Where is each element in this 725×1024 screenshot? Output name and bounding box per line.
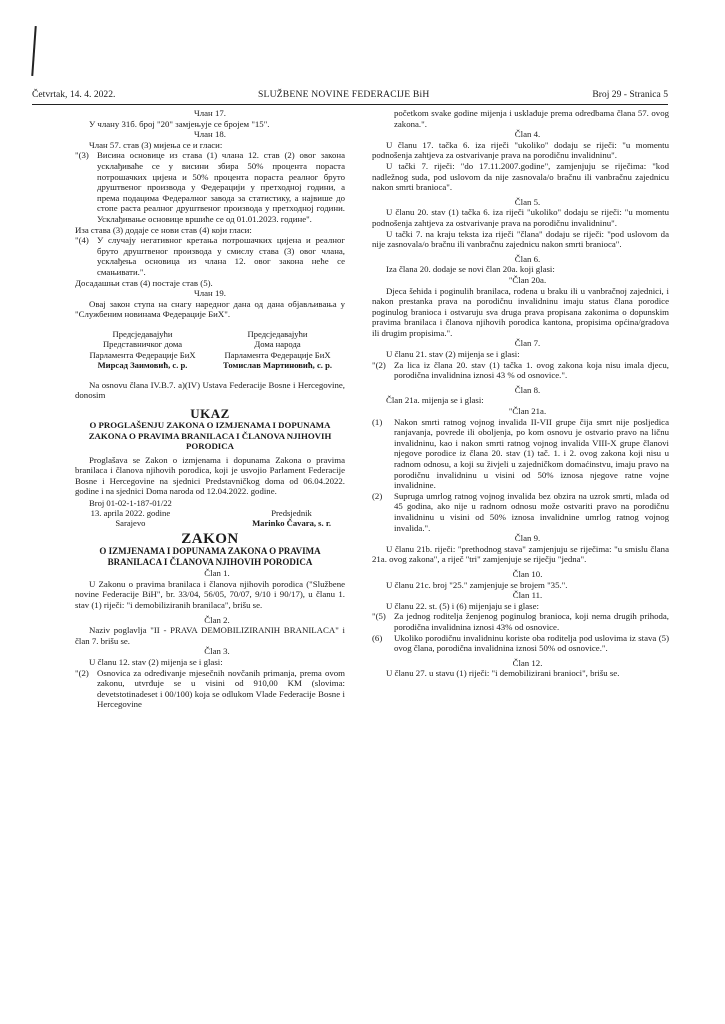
- new-article-title: "Član 20a.: [508, 274, 547, 285]
- item-text: Висина основице из става (1) члана 12. став (2) овог закона усклађиваће се у висини збира 50% процента пораста потрошачких цијена и 50% процента пораста реалног бруто друштвеног производа у Федерацији у претходној години, а према подацима Федералног завода за статистику, а највише до стопе раста реалног друштвеног производа у претходној години. Усклађивање основице вршиће се од 01.01.2023. године".: [97, 150, 345, 224]
- article-text: U članu 22. st. (5) i (6) mijenjaju se i glase:: [386, 600, 539, 611]
- president-name: Marinko Čavara, s. r.: [252, 518, 331, 529]
- paragraph-item: [75, 150, 345, 224]
- article-title: Члан 18.: [194, 129, 226, 140]
- item-number: "(2): [75, 667, 89, 678]
- article-title: Član 7.: [514, 338, 541, 349]
- article-title: Члан 17.: [194, 108, 226, 118]
- signature-role: Дома народа: [254, 339, 301, 350]
- item-number: "(2): [372, 359, 386, 370]
- item-text: Ukoliko porodičnu invalidninu koriste oba roditelja pod uslovima iz stava (5) ovog člana, porodična invalidnina iznosi 50% od osnovice.".: [394, 632, 669, 654]
- item-text: Osnovica za određivanje mjesečnih novčanih primanja, prema ovom zakonu, utvrđuje se u visini od 910,00 KM (slovima: devetstotinadeset i 00/100) koja se odlukom Vlade Federacije Bosne i Hercegovine: [97, 667, 345, 710]
- article-text: Иза става (3) додаје се нови став (4) који гласи:: [75, 224, 252, 235]
- article-text: U članu 12. stav (2) mijenja se i glasi:: [89, 657, 223, 668]
- header-date: Četvrtak, 14. 4. 2022.: [32, 89, 116, 100]
- paragraph-item: [75, 235, 345, 277]
- item-text: Za lica iz člana 20. stav (1) tačka 1. ovog zakona koja nisu imala djecu, porodična invalidnina iznosi 43 % od osnovice.".: [394, 359, 669, 381]
- article-title: Član 4.: [514, 129, 541, 140]
- item-number: "(5): [372, 611, 386, 622]
- signature-left: [75, 329, 210, 371]
- article-text: U članu 17. tačka 6. iza riječi "ukoliko" dodaju se riječi: "u momentu podnošenja zahtjeva za ostvarivanje prava na porodičnu invalidninu".: [372, 139, 669, 161]
- reference-date: 13. aprila 2022. godine: [90, 508, 171, 519]
- article-title: Član 12.: [512, 657, 543, 668]
- article-title: Član 9.: [514, 533, 541, 544]
- paragraph-item: [372, 360, 669, 381]
- item-text: Nakon smrti ratnog vojnog invalida II-VII grupe čija smrt nije posljedica ranjavanja, povrede ili oboljenja, po kom osnovu je ostvario pravo na ličnu invalidninu, kao i nakon smrti ratnog vojnog invalida VIII-X grupe članovi njegove porodice iz člana 20. stav (1) tač. 1. i 2. ovog zakona koji nisu u radnom odnosu, a koji su živjeli u zajedničkom domaćinstvu, imaju pravo na porodičnu invalidninu u visini od 50% iznosa njegove ratne vojne invalidnine.: [394, 416, 669, 491]
- article-text: Djeca šehida i poginulih branilaca, rođena u braku ili u vanbračnoj zajednici, i nakon prestanka prava na porodičnu invalidninu imaju status člana porodice poginulog branioca i ostvaruju sva druga prava propisana zakonima o dopunskim pravima branilaca i članova njihovih porodica kantona, propisima općina/gradova ili drugim propisima.".: [372, 285, 669, 338]
- article-text: U članu 21c. broj "25." zamjenjuje se brojem "35.".: [386, 579, 568, 590]
- decree-reference: [75, 498, 345, 529]
- right-column: [372, 108, 669, 679]
- president-title: Predsjednik: [271, 507, 312, 518]
- law-subtitle: O IZMJENAMA I DOPUNAMA ZAKONA O PRAVIMA BRANILACA I ČLANOVA NJIHOVIH PORODICA: [99, 546, 321, 567]
- item-number: "(3): [75, 150, 89, 161]
- article-title: Član 1.: [204, 568, 230, 579]
- item-text: Supruga umrlog ratnog vojnog invalida bez obzira na uzrok smrti, mlađa od 45 godina, ako nije u radnom odnosu može ostvariti pravo na porodičnu invalidninu u visini od 50% iznosa invalidnine umrlog ratnog vojnog invalida.".: [394, 490, 669, 533]
- signature-role: Предсједавајући: [112, 328, 173, 339]
- page-header: [32, 89, 668, 103]
- article-title: Član 3.: [204, 646, 230, 657]
- item-text: Za jednog roditelja ženjenog poginulog branioca, koji nema drugih prihoda, porodična invalidnina iznosi 43% od osnovice.: [394, 611, 669, 632]
- article-text: U Zakonu o pravima branilaca i članova njihovih porodica ("Službene novine Federacije BiH", br. 33/04, 56/05, 70/07, 9/10 i 90/17), u članu 1. stav (1) riječi: "i demobiliziranih branilaca", brišu se.: [75, 578, 345, 611]
- item-number: (1): [372, 416, 383, 427]
- article-title: Član 11.: [512, 590, 543, 601]
- decree-title: UKAZ: [190, 405, 230, 421]
- article-text: U članu 20. stav (1) tačka 6. iza riječi "ukoliko" dodaju se riječi: "u momentu podnošenja zahtjeva za ostvarivanje prava na porodičnu invalidninu".: [372, 207, 669, 228]
- article-title: Član 10.: [512, 568, 543, 579]
- header-page-number: Broj 29 - Stranica 5: [592, 89, 668, 100]
- item-text: У случају негативног кретања потрошачких цијена и реалног бруто друштвеног производа у смислу става (3) овог члана, усклађења основица из члана 12. овог закона неће се смањивати.".: [97, 235, 345, 277]
- paragraph-item: [372, 491, 669, 533]
- signature-block: [75, 329, 345, 371]
- paragraph-item: [372, 611, 669, 632]
- signature-role: Парламента Федерације БиХ: [89, 349, 196, 360]
- article-text: Iza člana 20. dodaje se novi član 20a. koji glasi:: [386, 264, 555, 275]
- signature-role: Представничког дома: [102, 339, 183, 350]
- header-rule: [32, 104, 668, 105]
- article-title: Član 5.: [514, 196, 541, 207]
- article-text: U članu 21. stav (2) mijenja se i glasi:: [386, 349, 520, 360]
- item-text: početkom svake godine mijenja i usklađuje prema odredbama člana 57. ovog zakona.".: [394, 108, 669, 129]
- item-number: (6): [372, 632, 383, 643]
- signature-role: Предсједавајући: [247, 328, 308, 339]
- signature-role: Парламента Федерације БиХ: [224, 349, 331, 360]
- left-column: [75, 108, 345, 710]
- article-text: U tački 7. na kraju teksta iza riječi "člana" dodaju se riječi: "pod uslovom da nije zasnovala/o bračnu ili vanbračnu zajednicu nakon smrti branioca".: [372, 228, 669, 250]
- article-text: Члан 57. став (3) мијења се и гласи:: [89, 139, 223, 150]
- item-number: "(4): [75, 235, 89, 246]
- article-text: U članu 27. u stavu (1) riječi: "i demobilizirani branioci", brišu se.: [386, 668, 620, 679]
- signature-right: [210, 329, 345, 371]
- article-title: Član 6.: [514, 253, 541, 264]
- signature-name: Томислав Мартиновић, с. р.: [223, 360, 332, 371]
- reference-place: Sarajevo: [115, 518, 146, 529]
- article-title: Члан 19.: [194, 288, 226, 299]
- paragraph-item: [372, 633, 669, 654]
- legal-basis: Na osnovu člana IV.B.7. a)(IV) Ustava Federacije Bosne i Hercegovine, donosim: [75, 379, 345, 401]
- reference-number: Broj 01-02-1-187-01/22: [89, 497, 172, 508]
- law-title: ZAKON: [181, 531, 239, 548]
- article-title: Član 8.: [514, 384, 541, 395]
- article-text: Naziv poglavlja "II - PRAVA DEMOBILIZIRANIH BRANILACA" i član 7. brišu se.: [75, 625, 345, 646]
- paragraph-item-continued: [372, 108, 669, 129]
- paragraph-item: [372, 417, 669, 491]
- article-text: U članu 21b. riječi: "prethodnog stava" zamjenjuju se riječima: "u smislu člana 21a. ovog zakona", a riječ "tri" zamjenjuje se riječju "jedna".: [372, 543, 669, 565]
- new-article-title: "Član 21a.: [508, 406, 547, 417]
- article-text: У члану 31б. број "20" замјењује се бројем "15".: [89, 118, 270, 129]
- paragraph-item: [75, 668, 345, 710]
- article-text: Досадашњи став (4) постаје став (5).: [75, 277, 213, 288]
- item-number: (2): [372, 490, 383, 501]
- decree-text: Proglašava se Zakon o izmjenama i dopunama Zakona o pravima branilaca i članova njihovih porodica, koji je usvojio Parlament Federacije Bosne i Hercegovine na sjednici Predstavničkog doma od 06.04.2022. godine i na sjednici Doma naroda od 12.04.2022. godine.: [75, 454, 345, 497]
- article-title: Član 2.: [204, 614, 230, 625]
- signature-name: Мирсад Зaимовић, с. р.: [97, 360, 188, 371]
- article-text: Član 21a. mijenja se i glasi:: [386, 395, 484, 406]
- article-text: U tački 7. riječi: "do 17.11.2007.godine", zamjenjuju se riječima: "kod nadležnog suda, pod uslovom da nije zasnovala/o bračnu ili vanbračnu zajednicu nakon smrti branioca".: [372, 160, 669, 193]
- article-text: Овај закон ступа на снагу наредног дана од дана објављивања у "Службеним новинама Федерације БиХ".: [75, 298, 345, 320]
- header-publication: SLUŽBENE NOVINE FEDERACIJE BiH: [258, 89, 430, 100]
- decree-subtitle: O PROGLAŠENJU ZAKONA O IZMJENAMA I DOPUNAMA ZAKONA O PRAVIMA BRANILACA I ČLANOVA NJIHOVIH PORODICA: [88, 420, 332, 452]
- scan-mark: [31, 26, 36, 76]
